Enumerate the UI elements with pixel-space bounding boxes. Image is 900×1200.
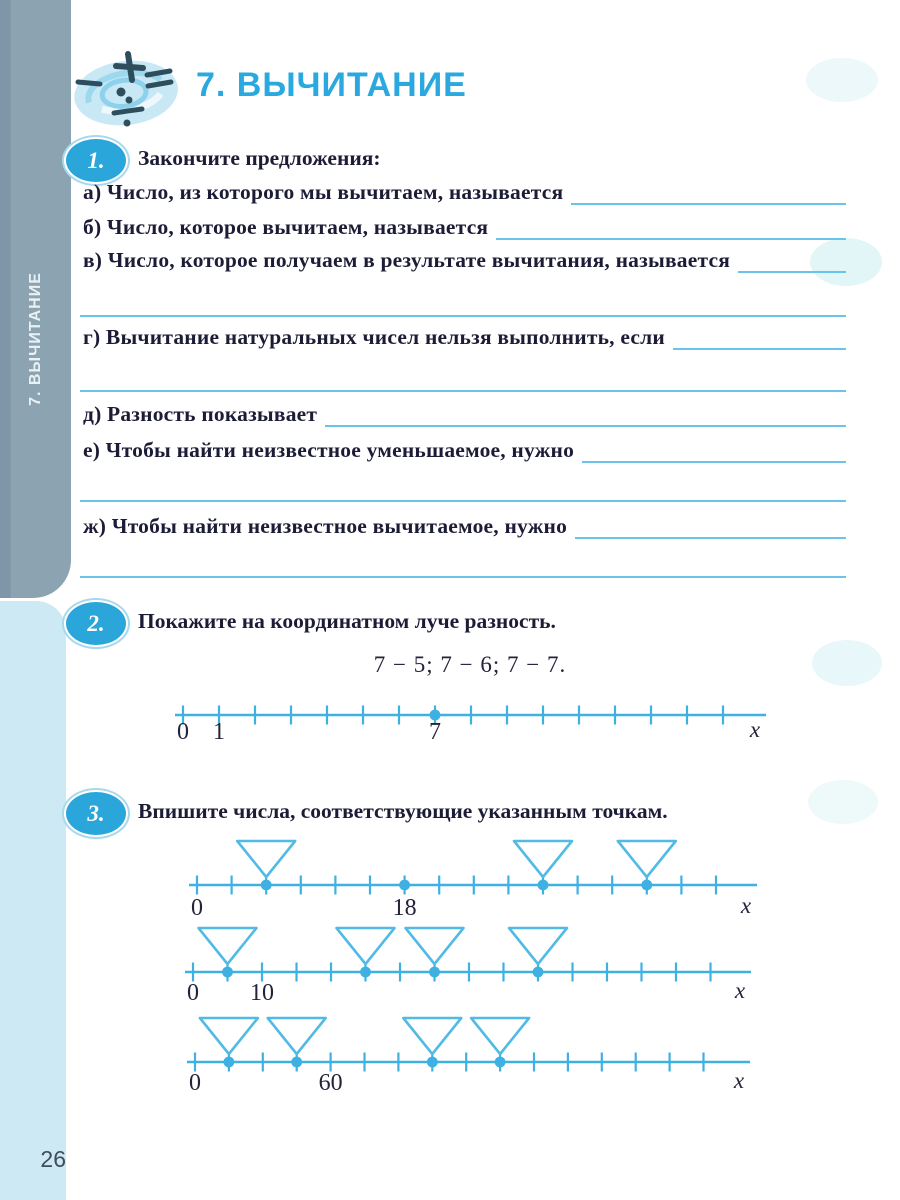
point-dot [360, 967, 371, 978]
point-dot [533, 967, 544, 978]
answer-blank[interactable] [673, 322, 846, 350]
answer-blank[interactable] [496, 212, 846, 240]
answer-blank-line[interactable] [80, 315, 846, 317]
task2-expression: 7 − 5; 7 − 6; 7 − 7. [373, 652, 567, 677]
point-dot [399, 880, 410, 891]
task1-badge: 1. [64, 137, 128, 184]
point-dot [495, 1057, 506, 1068]
svg-text:x: x [734, 978, 746, 1003]
task1-item-zh-text: ж) Чтобы найти неизвестное вычитаемое, нужно [83, 514, 568, 538]
point-dot [222, 967, 233, 978]
task3-ray-1-svg [0, 835, 900, 929]
task2-heading: Покажите на координатном луче разность. [138, 609, 556, 633]
point-marker-triangle [514, 841, 572, 877]
task1-item-g-text: г) Вычитание натуральных чисел нельзя выполнить, если [83, 325, 665, 349]
svg-text:7: 7 [429, 719, 441, 745]
page-title: 7. ВЫЧИТАНИЕ [196, 66, 467, 104]
svg-text:0: 0 [187, 980, 199, 1006]
task2-number-line [0, 690, 900, 752]
point-dot [224, 1057, 235, 1068]
bleed-through-mark [806, 58, 878, 102]
point-marker-triangle [237, 841, 295, 877]
task2-coordinate-ray-svg [0, 690, 900, 752]
point-marker-triangle [618, 841, 676, 877]
answer-blank[interactable] [571, 177, 846, 205]
answer-blank[interactable] [582, 435, 846, 463]
task1-item-d-text: д) Разность показывает [83, 402, 318, 426]
point-marker-triangle [268, 1018, 326, 1054]
point-marker-triangle [200, 1018, 258, 1054]
point-dot [429, 967, 440, 978]
point-marker-triangle [337, 928, 395, 964]
point-dot [291, 1057, 302, 1068]
task1-heading: Закончите предложения: [138, 146, 381, 170]
task3-ray-2-svg [0, 922, 900, 1016]
answer-blank[interactable] [575, 511, 846, 539]
svg-text:0: 0 [191, 895, 203, 921]
sidebar-vertical-title: 7. ВЫЧИТАНИЕ [27, 272, 44, 406]
answer-blank[interactable] [325, 399, 846, 427]
answer-blank[interactable] [738, 245, 846, 273]
task1-item-zh [83, 513, 846, 539]
answer-blank-line[interactable] [80, 576, 846, 578]
task1-item-b-text: б) Число, которое вычитаем, называется [83, 215, 489, 239]
svg-text:10: 10 [250, 980, 274, 1006]
math-operations-icon [70, 46, 182, 138]
task3-number-line-1 [0, 835, 900, 929]
svg-text:x: x [749, 717, 761, 742]
point-dot [538, 880, 549, 891]
task2-badge: 2. [64, 600, 128, 647]
answer-blank-line[interactable] [80, 500, 846, 502]
point-dot [261, 880, 272, 891]
point-dot [641, 880, 652, 891]
task1-item-v-text: в) Число, которое получаем в результате вычитания, называется [83, 248, 731, 272]
bleed-through-mark [808, 780, 878, 824]
task3-number-line-2 [0, 922, 900, 1016]
task3-badge: 3. [64, 790, 128, 837]
task3-heading: Впишите числа, соответствующие указанным точкам. [138, 799, 668, 823]
task1-item-v [83, 247, 846, 273]
point-marker-triangle [509, 928, 567, 964]
point-marker-triangle [471, 1018, 529, 1054]
task1-item-e [83, 437, 846, 463]
svg-text:x: x [740, 893, 752, 918]
task3-ray-3-svg [0, 1012, 900, 1106]
svg-text:1: 1 [213, 719, 225, 745]
svg-text:0: 0 [177, 719, 189, 745]
page-number: 26 [40, 1146, 66, 1172]
task1-item-g [83, 324, 846, 350]
point-marker-triangle [403, 1018, 461, 1054]
point-marker-triangle [406, 928, 464, 964]
point-dot [427, 1057, 438, 1068]
task1-item-a [83, 179, 846, 205]
task1-item-a-text: а) Число, из которого мы вычитаем, называется [83, 180, 564, 204]
task1-item-e-text: е) Чтобы найти неизвестное уменьшаемое, нужно [83, 438, 575, 462]
svg-text:x: x [733, 1068, 745, 1093]
bleed-through-mark [812, 640, 882, 686]
task1-item-d [83, 401, 846, 427]
task1-item-b [83, 214, 846, 240]
svg-text:0: 0 [189, 1070, 201, 1096]
task3-number-line-3 [0, 1012, 900, 1106]
answer-blank-line[interactable] [80, 390, 846, 392]
svg-text:60: 60 [318, 1070, 343, 1096]
point-marker-triangle [199, 928, 257, 964]
svg-text:18: 18 [392, 895, 417, 921]
